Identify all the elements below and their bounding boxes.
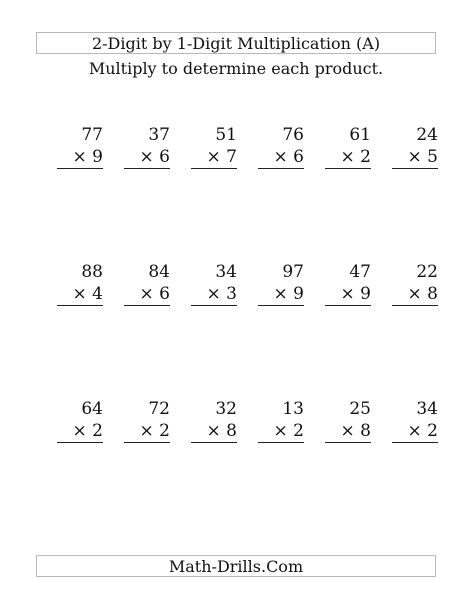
problem-2-3 xyxy=(191,261,237,306)
problem-1-2 xyxy=(124,124,170,169)
multiplicand: 47 xyxy=(349,262,371,282)
multiplier: × 6 xyxy=(258,146,304,169)
multiplier: × 9 xyxy=(57,146,103,169)
multiplicand: 64 xyxy=(81,399,103,419)
problem-2-6 xyxy=(392,261,438,306)
multiplicand: 76 xyxy=(282,125,304,145)
multiplicand: 32 xyxy=(215,399,237,419)
problem-3-4 xyxy=(258,398,304,443)
worksheet-instructions: Multiply to determine each product. xyxy=(88,59,384,78)
multiplier: × 9 xyxy=(325,283,371,306)
multiplier: × 8 xyxy=(191,420,237,443)
multiplicand: 88 xyxy=(81,262,103,282)
multiplicand: 13 xyxy=(282,399,304,419)
multiplicand: 61 xyxy=(349,125,371,145)
multiplier: × 2 xyxy=(124,420,170,443)
problem-1-6 xyxy=(392,124,438,169)
multiplier: × 3 xyxy=(191,283,237,306)
multiplier: × 5 xyxy=(392,146,438,169)
problem-1-1 xyxy=(57,124,103,169)
multiplicand: 24 xyxy=(416,125,438,145)
multiplier: × 2 xyxy=(325,146,371,169)
multiplier: × 2 xyxy=(392,420,438,443)
problem-2-2 xyxy=(124,261,170,306)
multiplicand: 34 xyxy=(215,262,237,282)
problem-3-6 xyxy=(392,398,438,443)
worksheet-title: 2-Digit by 1-Digit Multiplication (A) xyxy=(36,32,436,54)
multiplier: × 2 xyxy=(57,420,103,443)
multiplier: × 8 xyxy=(392,283,438,306)
multiplier: × 6 xyxy=(124,283,170,306)
problem-1-3 xyxy=(191,124,237,169)
multiplicand: 72 xyxy=(148,399,170,419)
multiplicand: 25 xyxy=(349,399,371,419)
problem-1-5 xyxy=(325,124,371,169)
problem-2-4 xyxy=(258,261,304,306)
problem-3-3 xyxy=(191,398,237,443)
problem-2-1 xyxy=(57,261,103,306)
multiplicand: 37 xyxy=(148,125,170,145)
problem-2-5 xyxy=(325,261,371,306)
multiplicand: 97 xyxy=(282,262,304,282)
footer-site-name: Math-Drills.Com xyxy=(36,555,436,577)
multiplicand: 34 xyxy=(416,399,438,419)
problem-1-4 xyxy=(258,124,304,169)
multiplier: × 2 xyxy=(258,420,304,443)
problem-3-1 xyxy=(57,398,103,443)
multiplicand: 22 xyxy=(416,262,438,282)
multiplier: × 7 xyxy=(191,146,237,169)
problem-3-2 xyxy=(124,398,170,443)
multiplicand: 77 xyxy=(81,125,103,145)
multiplicand: 51 xyxy=(215,125,237,145)
multiplier: × 4 xyxy=(57,283,103,306)
multiplier: × 6 xyxy=(124,146,170,169)
multiplicand: 84 xyxy=(148,262,170,282)
multiplier: × 8 xyxy=(325,420,371,443)
multiplier: × 9 xyxy=(258,283,304,306)
problem-3-5 xyxy=(325,398,371,443)
